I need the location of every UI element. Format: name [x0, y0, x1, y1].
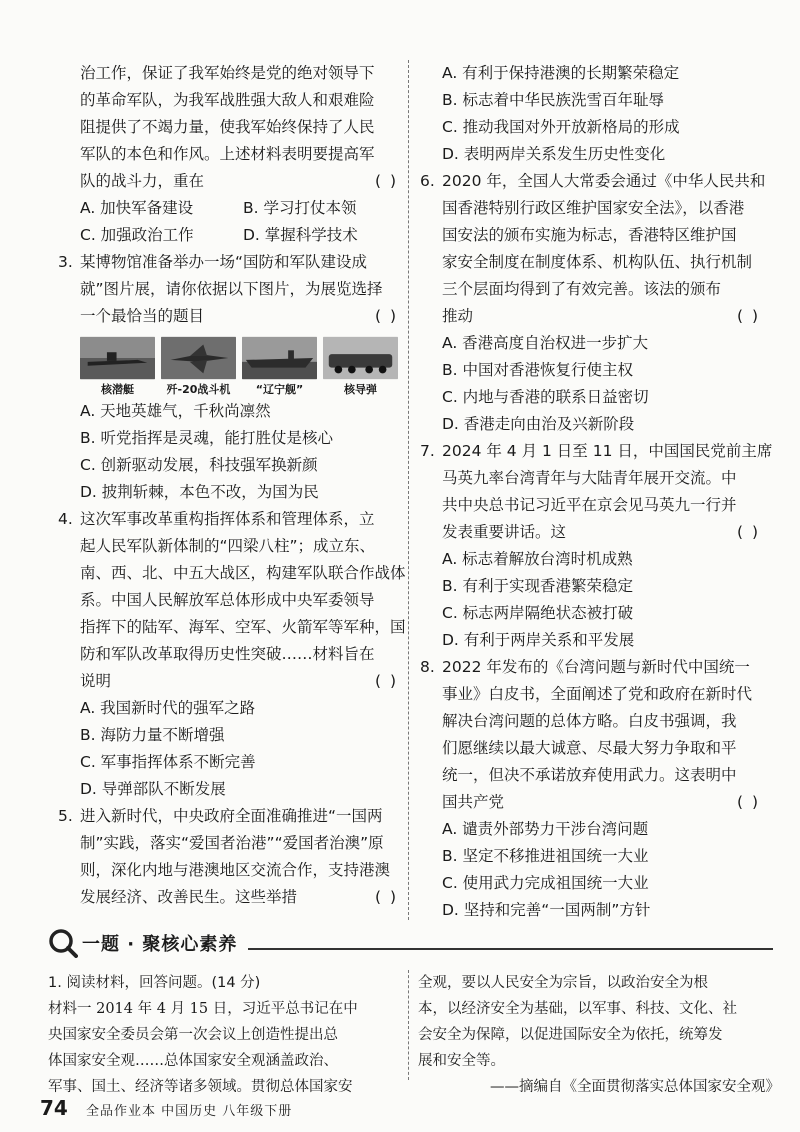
question-8: [420, 654, 760, 924]
question-number: 7.: [420, 442, 435, 460]
option-row: [58, 195, 398, 222]
text-line: [58, 884, 398, 911]
option-row: [58, 222, 398, 249]
fighter-jet-photo: [161, 336, 236, 380]
option-a: A. 天地英雄气，千秋尚凛然: [80, 402, 271, 420]
material-line: 会安全为保障，以促进国际安全为依托，统筹发: [418, 1027, 723, 1043]
question-number: 8.: [420, 658, 435, 676]
option-a: A. 加快军备建设: [80, 199, 194, 217]
text-line: 就”图片展，请你依据以下图片，为展览选择: [80, 280, 383, 298]
stem-end: 国共产党: [442, 793, 505, 811]
option-d: D. 有利于两岸关系和平发展: [442, 631, 635, 649]
options: [420, 330, 760, 438]
material-line: 央国家安全委员会第一次会议上创造性提出总: [48, 1027, 338, 1043]
text-line: [58, 668, 398, 695]
option-a: A. 有利于保持港澳的长期繁荣稳定: [442, 64, 680, 82]
options: [58, 398, 398, 506]
option-b: B. 听党指挥是灵魂，能打胜仗是核心: [80, 429, 333, 447]
text-line: 系。中国人民解放军总体形成中央军委领导: [80, 591, 375, 609]
section-header: [48, 928, 773, 958]
text-line: [58, 168, 398, 195]
text-line: 三个层面均得到了有效完善。该法的颁布: [442, 280, 722, 298]
stem-text: 这次军事改革重构指挥体系和管理体系，立: [80, 510, 375, 528]
option-d: D. 掌握科学技术: [243, 226, 358, 244]
text-line: 解决台湾问题的总体方略。白皮书强调，我: [442, 712, 737, 730]
answer-blank: ( ): [736, 307, 760, 325]
option-b: B. 学习打仗本领: [243, 199, 357, 217]
options: [58, 695, 398, 803]
option-c: C. 创新驱动发展，科技强军换新颜: [80, 456, 318, 474]
submarine-photo: [80, 336, 155, 380]
answer-blank: ( ): [374, 672, 398, 690]
text-line: [420, 438, 773, 465]
text-line: 起人民军队新体制的“四梁八柱”；成立东、: [80, 537, 376, 555]
text-line: [58, 506, 398, 533]
material-line: 材料一 2014 年 4 月 15 日，习近平总书记在中: [48, 1001, 358, 1017]
text-line: 阻提供了不竭力量，使我军始终保持了人民: [80, 118, 375, 136]
stem-end: 一个最恰当的题目: [80, 307, 205, 325]
column-divider: [408, 970, 409, 1080]
text-line: 国安法的颁布实施为标志，香港特区维护国: [442, 226, 737, 244]
text-line: 治工作，保证了我军始终是党的绝对领导下: [80, 64, 375, 82]
stem-end: 队的战斗力，重在: [80, 172, 205, 190]
column-divider: [408, 60, 409, 920]
stem-text: 2022 年发布的《台湾问题与新时代中国统一: [442, 658, 750, 676]
text-line: 南、西、北、中五大战区，构建军队联合作战体: [80, 564, 406, 582]
text-line: [420, 303, 760, 330]
question-number: 4.: [58, 510, 73, 528]
text-line: 国香港特别行政区维护国家安全法》，以香港: [442, 199, 745, 217]
text-line: 事业》白皮书，全面阐述了党和政府在新时代: [442, 685, 753, 703]
bottom-left-column: [48, 970, 400, 1100]
material-line: 军事、国土、经济等诸多领域。贯彻总体国家安: [48, 1079, 353, 1095]
stem-end: 推动: [442, 307, 474, 325]
option-c: C. 标志两岸隔绝状态被打破: [442, 604, 634, 622]
option-d: D. 表明两岸关系发生历史性变化: [442, 145, 666, 163]
answer-blank: ( ): [374, 307, 398, 325]
option-b: B. 坚定不移推进祖国统一大业: [442, 847, 649, 865]
text-line: [420, 654, 760, 681]
text-line: 统一，但决不承诺放弃使用武力。这表明中: [442, 766, 737, 784]
text-line: 军队的本色和作风。上述材料表明要提高军: [80, 145, 375, 163]
missile-photo: [323, 336, 398, 380]
material-line: 展和安全等。: [418, 1053, 505, 1069]
book-title: 全品作业本 中国历史 八年级下册: [86, 1104, 293, 1119]
option-b: B. 有利于实现香港繁荣稳定: [442, 577, 633, 595]
text-line: [420, 789, 760, 816]
question-2-continuation: [58, 60, 398, 249]
stem-text: 2024 年 4 月 1 日至 11 日，中国国民党前主席: [442, 442, 773, 460]
text-line: 的革命军队，为我军战胜强大敌人和艰难险: [80, 91, 375, 109]
material-line: 体国家安全观……总体国家安全观涵盖政治、: [48, 1053, 338, 1069]
text-line: [420, 168, 766, 195]
text-line: 指挥下的陆军、海军、空军、火箭军等军种，国: [80, 618, 406, 636]
image-caption: “辽宁舰”: [255, 383, 304, 396]
option-b: B. 标志着中华民族洗雪百年耻辱: [442, 91, 664, 109]
text-line: 马英九率台湾青年与大陆青年展开交流。中: [442, 469, 737, 487]
text-line: 制”实践，落实“爱国者治港”“爱国者治澳”原: [80, 834, 384, 852]
option-c: C. 内地与香港的联系日益密切: [442, 388, 649, 406]
material-line: 全观，要以人民安全为宗旨，以政治安全为根: [418, 975, 708, 991]
option-b: B. 中国对香港恢复行使主权: [442, 361, 633, 379]
option-c: C. 加强政治工作: [80, 226, 194, 244]
question-6: [420, 168, 766, 438]
option-c: C. 使用武力完成祖国统一大业: [442, 874, 649, 892]
option-d: D. 导弹部队不断发展: [80, 780, 226, 798]
options: [420, 816, 760, 924]
image-caption: 核导弹: [344, 383, 377, 396]
option-a: A. 谴责外部势力干涉台湾问题: [442, 820, 649, 838]
source-citation: ——摘编自《全面贯彻落实总体国家安全观》: [490, 1079, 780, 1095]
image-row: [58, 336, 398, 380]
section-rule: [248, 948, 773, 950]
magnifier-icon: [48, 928, 78, 958]
page-footer: [40, 1096, 780, 1120]
text-line: [58, 803, 398, 830]
stem-text: 某博物馆准备举办一场“国防和军队建设成: [80, 253, 368, 271]
option-d: D. 香港走向由治及兴新阶段: [442, 415, 635, 433]
page-number: 74: [40, 1096, 68, 1120]
option-c: C. 军事指挥体系不断完善: [80, 753, 256, 771]
section-title: 一题 · 聚核心素养: [82, 934, 238, 955]
stem-text: 进入新时代，中央政府全面准确推进“一国两: [80, 807, 383, 825]
option-d: D. 坚持和完善“一国两制”方针: [442, 901, 651, 919]
aircraft-carrier-photo: [242, 336, 317, 380]
bottom-right-column: [418, 970, 780, 1100]
left-column: [58, 60, 406, 911]
options: [420, 546, 760, 654]
answer-blank: ( ): [374, 888, 398, 906]
question-5-options: [420, 60, 760, 168]
text-line: 防和军队改革取得历史性突破……材料旨在: [80, 645, 375, 663]
question-4: [58, 506, 406, 803]
text-line: [58, 303, 398, 330]
text-line: 共中央总书记习近平在京会见马英九一行并: [442, 496, 737, 514]
caption-row: [58, 382, 398, 398]
question-number: 6.: [420, 172, 435, 190]
question-3: [58, 249, 398, 506]
stem-end: 说明: [80, 672, 112, 690]
question-7: [420, 438, 773, 654]
option-a: A. 标志着解放台湾时机成熟: [442, 550, 633, 568]
question-number: 3.: [58, 253, 73, 271]
option-a: A. 香港高度自治权进一步扩大: [442, 334, 649, 352]
right-column: [420, 60, 773, 924]
answer-blank: ( ): [736, 793, 760, 811]
stem-end: 发展经济、改善民生。这些举措: [80, 888, 298, 906]
stem-end: 发表重要讲话。这: [442, 523, 567, 541]
question-1-header: 1. 阅读材料，回答问题。(14 分): [48, 975, 261, 991]
option-c: C. 推动我国对外开放新格局的形成: [442, 118, 680, 136]
text-line: [58, 249, 398, 276]
answer-blank: ( ): [736, 523, 760, 541]
option-a: A. 我国新时代的强军之路: [80, 699, 256, 717]
material-line: 本，以经济安全为基础，以军事、科技、文化、社: [418, 1001, 737, 1017]
option-d: D. 披荆斩棘，本色不改，为国为民: [80, 483, 319, 501]
stem-text: 2020 年，全国人大常委会通过《中华人民共和: [442, 172, 766, 190]
text-line: [420, 519, 760, 546]
option-b: B. 海防力量不断增强: [80, 726, 225, 744]
text-line: 则，深化内地与港澳地区交流合作，支持港澳: [80, 861, 391, 879]
image-caption: 核潜艇: [101, 383, 134, 396]
question-5: [58, 803, 398, 911]
question-number: 5.: [58, 807, 73, 825]
image-caption: 歼-20战斗机: [166, 383, 231, 396]
text-line: 们愿继续以最大诚意、尽最大努力争取和平: [442, 739, 737, 757]
answer-blank: ( ): [374, 172, 398, 190]
text-line: 家安全制度在制度体系、机构队伍、执行机制: [442, 253, 753, 271]
